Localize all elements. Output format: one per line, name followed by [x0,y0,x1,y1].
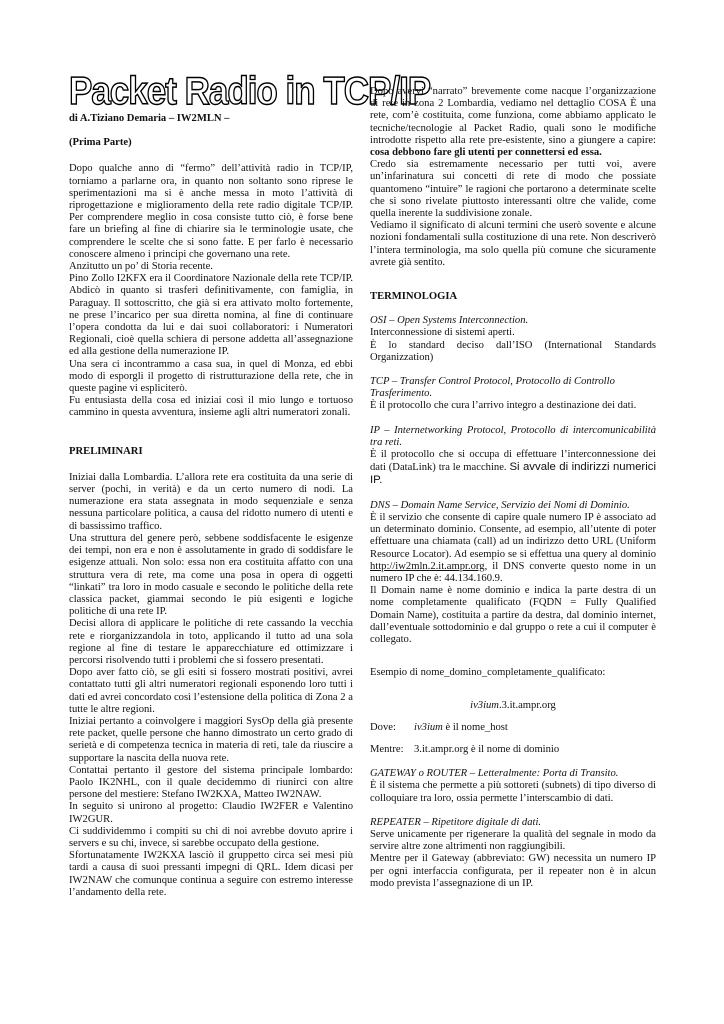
author-line: di A.Tiziano Demaria – IW2MLN – [69,113,230,124]
example-label: Esempio di nome_domino_completamente_qualificato: [370,666,606,678]
left-column [69,72,353,899]
right-column [370,72,656,890]
dove-host: iv3ium [414,721,443,733]
dns-text: È il servizio che consente di capire quale numero IP è associato ad un determinato dominio. Consente, ad esempio, all’utente di poter effettuare una chiamata (call) ad un indirizzo detto URL (Uniform Resource Locator). Ad esempio se si effettua una query al dominio [370,511,656,560]
mentre-label: Mentre: [370,743,404,755]
example-host: iv3ium [470,699,499,711]
dove-row [370,722,656,734]
preliminari-paragraph: Decisi allora di applicare le politiche di rete cassando la vecchia rete e riorganizzandola in toto, applicando il tutto ad una sola regione al fine di testare le apparecchiature ed ottimizzare i percorsi risolvendo tutti i problemi che si fossero presentati. [69,618,353,666]
ip-text: È il protocollo che si occupa di effettuare l’interconnessione dei dati (DataLink) tra le macchine. [370,449,656,474]
paragraph: Credo sia estremamente necessario per tutti voi, avere un’infarinatura sui concetti di rete di modo che possiate quantomeno “intuire” le ragioni che portarono a determinate scelte che si sono rivelate piuttosto interessanti oltre che valide, come quella inerente la suddivisione zonale. [370,159,656,220]
dove-label: Dove: [370,721,396,733]
intro-paragraph: Pino Zollo I2KFX era il Coordinatore Nazionale della rete TCP/IP. Abdicò in quanto si trasferì definitivamente, con famiglia, in Paraguay. Il sottoscritto, che già si era attivato molto fortemente, ne prese l’incarico per sua diretta nomina, al fine di continuare l’opera condotta da lui e dai suoi collaboratori: i Numeratori Regionali, cioè quella schiera di persone addetta all’assegnazione ed alla gestione della numerazione IP. [69,273,353,358]
term-tcp: TCP – Transfer Control Protocol, Protocollo di Controllo Trasferimento. [370,376,615,400]
dove-rest: è il nome_host [442,721,508,733]
term-dns: DNS – Domain Name Service, Servizio dei Nomi di Dominio. [370,499,630,511]
section-heading-terminologia: TERMINOLOGIA [370,291,458,303]
part-label: (Prima Parte) [69,137,132,149]
definition-text: Il Domain name è nome dominio e indica la parte destra di un nome completamente qualificato (FQDN = Fully Qualified Domain Name), costituita a partire da destra, dal dominio internet, dall’eventuale sottodominio e dal gruppo o rete a cui il computer è collegato. [370,585,656,645]
preliminari-paragraph: Dopo aver fatto ciò, se gli esiti si fossero mostrati positivi, avrei contattato tutti gli altri numeratori regionali esponendo loro tutti i dati ed avrei concordato così l’estensione della politica di Zona 2 a tutte le altre regioni. [69,667,353,715]
preliminari-paragraph: Una struttura del genere però, sebbene soddisfacente le esigenze dei tempi, non era e non è assolutamente in grado di soddisfare le esigenze attuali. Non solo: essa non era costituita affatto con una struttura vera di rete, ma come una posa in opera di oggetti “linkati” tra loro in modo casuale e secondo le politiche della rete classica packet, giammai secondo le più esigenti e logiche politiche di una rete IP. [69,532,353,618]
definition-text: Mentre per il Gateway (abbreviato: GW) necessita un numero IP per ogni interfaccia configurata, per il repeater non è in alcun modo prevista l’assegnazione di un IP. [370,853,656,889]
definition-text: È lo standard deciso dall’ISO (International Standards Organizzation) [370,339,656,363]
definition-text [370,512,656,585]
definition-text: È il sistema che permette a più sottoreti (subnets) di tipo diverso di colloquiare tra loro, ossia permette l’interscambio di dati. [370,780,656,804]
dns-example-link[interactable]: http://iw2mln.2.it.ampr.org [370,560,485,572]
term-ip: IP – Internetworking Protocol, Protocollo di intercomunicabilità tra reti. [370,424,656,448]
intro-bold-text: cosa debbono fare gli utenti per connettersi ed essa. [370,147,602,159]
term-gateway: GATEWAY o ROUTER – Letteralmente: Porta di Transito. [370,768,619,780]
preliminari-paragraph: Iniziai dalla Lombardia. L’allora rete era costituita da una serie di server (pochi, in verità) e da un certo numero di nodi. La numerazione era stata assegnata in modo sequenziale e senza nessuna particolare politica, a causa del ridotto numero di utenti e di bassissimo traffico. [69,471,353,532]
preliminari-paragraph: Ci suddividemmo i compiti su chi di noi avrebbe dovuto aprire i servers e su chi, invece, si sarebbe occupato della gestione. [69,825,353,849]
paragraph: Vediamo il significato di alcuni termini che userò sovente e alcune nozioni fondamentali sulla costituzione di una rete. Non descriverò l’intera terminologia, ma solo quella più comune che sicuramente avrete già sentito. [370,220,656,268]
article-title: Packet Radio in TCP/IP [69,69,431,114]
section-heading-preliminari: PRELIMINARI [69,445,143,457]
intro-paragraph: Fu entusiasta della cosa ed iniziai così il mio lungo e tortuoso cammino in questa avventura, insieme agli altri numeratori zonali. [69,395,353,419]
preliminari-paragraph: In seguito si unirono al progetto: Claudio IW2FER e Valentino IW2GUR. [69,801,353,825]
preliminari-paragraph: Contattai pertanto il gestore del sistema principale lombardo: Paolo IK2NHL, con il quale decidemmo di riunirci con altre persone del mestiere: Stefano IW2KXA, Matteo IW2NAW. [69,764,353,801]
intro-paragraph: Anzitutto un po’ di Storia recente. [69,261,213,273]
dove-value [414,722,656,734]
term-osi: OSI – Open Systems Interconnection. [370,315,529,327]
intro-paragraph-right [370,86,656,159]
ip-sans-text: Si avvale di indirizzi numerici IP. [370,461,656,487]
example-fqdn [370,700,656,712]
dns-text: , il DNS converte questo nome in un numero IP che è: 44.134.160.9. [370,560,656,584]
term-repeater: REPEATER – Ripetitore digitale di dati. [370,816,542,828]
definition-text: È il protocollo che cura l’arrivo integro a destinazione dei dati. [370,400,637,412]
definition-text [370,449,656,488]
intro-paragraph: Una sera ci incontrammo a casa sua, in quel di Monza, ed ebbi modo di esporgli il progetto di ristrutturazione della rete, che in queste pagine vi espliciterò. [69,358,353,395]
intro-paragraph: Dopo qualche anno di “fermo” dell’attività radio in TCP/IP, torniamo a parlarne ora, in quanto non soltanto sono riprese le sperimentazioni ma si è anche messa in moto l’attività di riprogettazione e miglioramento della rete radio digitale TCP/IP. Per comprendere meglio in cosa consiste tutto ciò, è forse bene fare un briefing al fine di chiarire sia le terminologie usate, che comprendere le scelte che si sono fatte. E per farlo è necessario conoscere almeno i principi che governano una rete. [69,163,353,260]
preliminari-paragraph: Sfortunatamente IW2KXA lasciò il gruppetto circa sei mesi più tardi a causa di suoi pressanti impegni di QRL. Idem dicasi per IW2NAW che comunque continua a seguire con estremo interesse l’andamento della rete. [69,850,353,898]
preliminari-paragraph: Iniziai pertanto a coinvolgere i maggiori SysOp della già presente rete packet, quelle persone che hanno dimostrato un certo grado di serietà e di competenza tecnica in materia di reti, tale da riuscire a supportare la nascita della nuova rete. [69,715,353,764]
definition-text: Serve unicamente per rigenerare la qualità del segnale in modo da servire altre zone altrimenti non raggiungibili. [370,828,656,853]
example-domain: .3.it.ampr.org [498,699,556,711]
intro-text: Dopo avervi “narrato” brevemente come nacque l’organizzazione di rete in zona 2 Lombardia, vediamo nel dettaglio COSA È una rete, com’è costituita, come funziona, come abbiamo applicato le tecniche/tecnologie al Packet Radio, quali sono le modifiche introdotte rispetto alla rete pre-esistente, sino a giungere a capire: [370,86,656,146]
definition-text: Interconnessione di sistemi aperti. [370,327,515,339]
mentre-row [370,744,656,756]
mentre-value: 3.it.ampr.org è il nome di dominio [414,743,560,755]
